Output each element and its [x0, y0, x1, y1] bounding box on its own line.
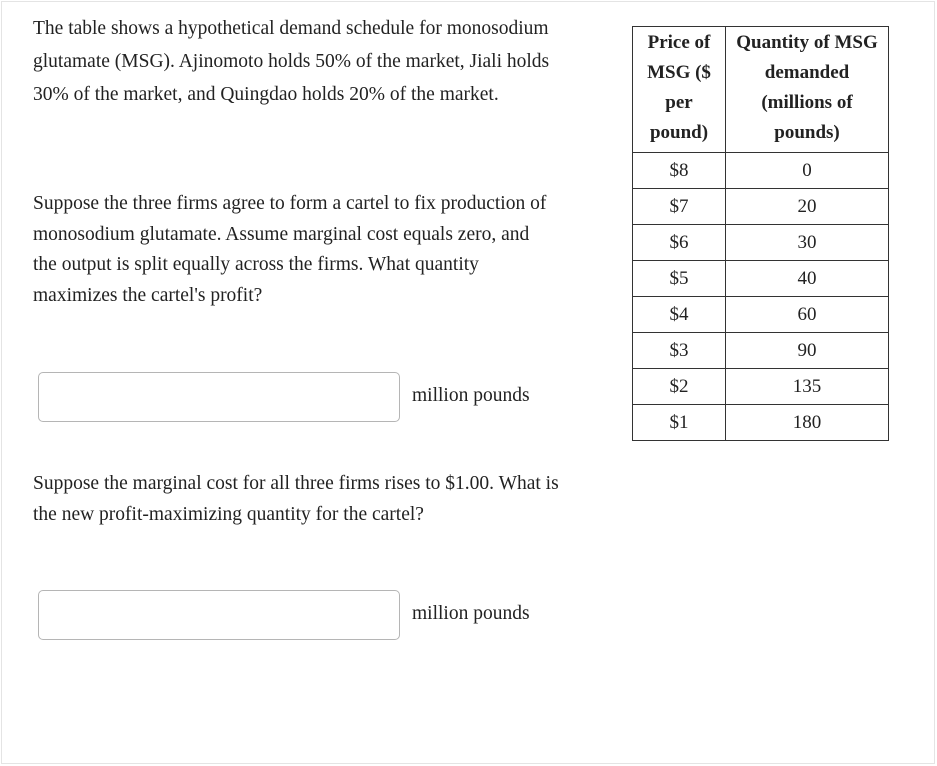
quantity-cell: 40 — [726, 261, 889, 297]
price-column-header: Price of MSG ($ per pound) — [633, 27, 726, 153]
table-row — [633, 225, 889, 261]
table-row — [633, 405, 889, 441]
price-cell: $4 — [633, 297, 726, 333]
quantity-cell: 0 — [726, 153, 889, 189]
table-row — [633, 297, 889, 333]
price-cell: $1 — [633, 405, 726, 441]
table-row — [633, 261, 889, 297]
quantity-cell: 135 — [726, 369, 889, 405]
question-1-text: Suppose the three firms agree to form a cartel to fix production of monosodium glutamate. Assume marginal cost equals zero, and the output is split equally across the firms. What quantity maximizes the cartel's profit? — [33, 193, 547, 306]
price-cell: $2 — [633, 369, 726, 405]
intro-text: The table shows a hypothetical demand schedule for monosodium glutamate (MSG). Ajinomoto holds 50% of the market, Jiali holds 30% of the market, and Quingdao holds 20% of the market. — [33, 18, 550, 105]
price-cell: $8 — [633, 153, 726, 189]
demand-schedule-table — [632, 26, 889, 441]
quantity-cell: 60 — [726, 297, 889, 333]
answer-1-unit: million pounds — [412, 385, 530, 406]
quantity-cell: 20 — [726, 189, 889, 225]
quantity-cell: 180 — [726, 405, 889, 441]
quantity-cell: 30 — [726, 225, 889, 261]
question-2-text: Suppose the marginal cost for all three firms rises to $1.00. What is the new profit-maximizing quantity for the cartel? — [33, 473, 559, 525]
table-header-row — [633, 27, 889, 153]
table-row — [633, 153, 889, 189]
quantity-column-header: Quantity of MSG demanded (millions of pounds) — [726, 27, 889, 153]
price-cell: $5 — [633, 261, 726, 297]
answer-2-input[interactable] — [38, 590, 400, 640]
answer-1-input[interactable] — [38, 372, 400, 422]
price-cell: $6 — [633, 225, 726, 261]
table-row — [633, 333, 889, 369]
price-cell: $3 — [633, 333, 726, 369]
table-row — [633, 369, 889, 405]
table-row — [633, 189, 889, 225]
price-cell: $7 — [633, 189, 726, 225]
quantity-cell: 90 — [726, 333, 889, 369]
answer-2-unit: million pounds — [412, 603, 530, 624]
